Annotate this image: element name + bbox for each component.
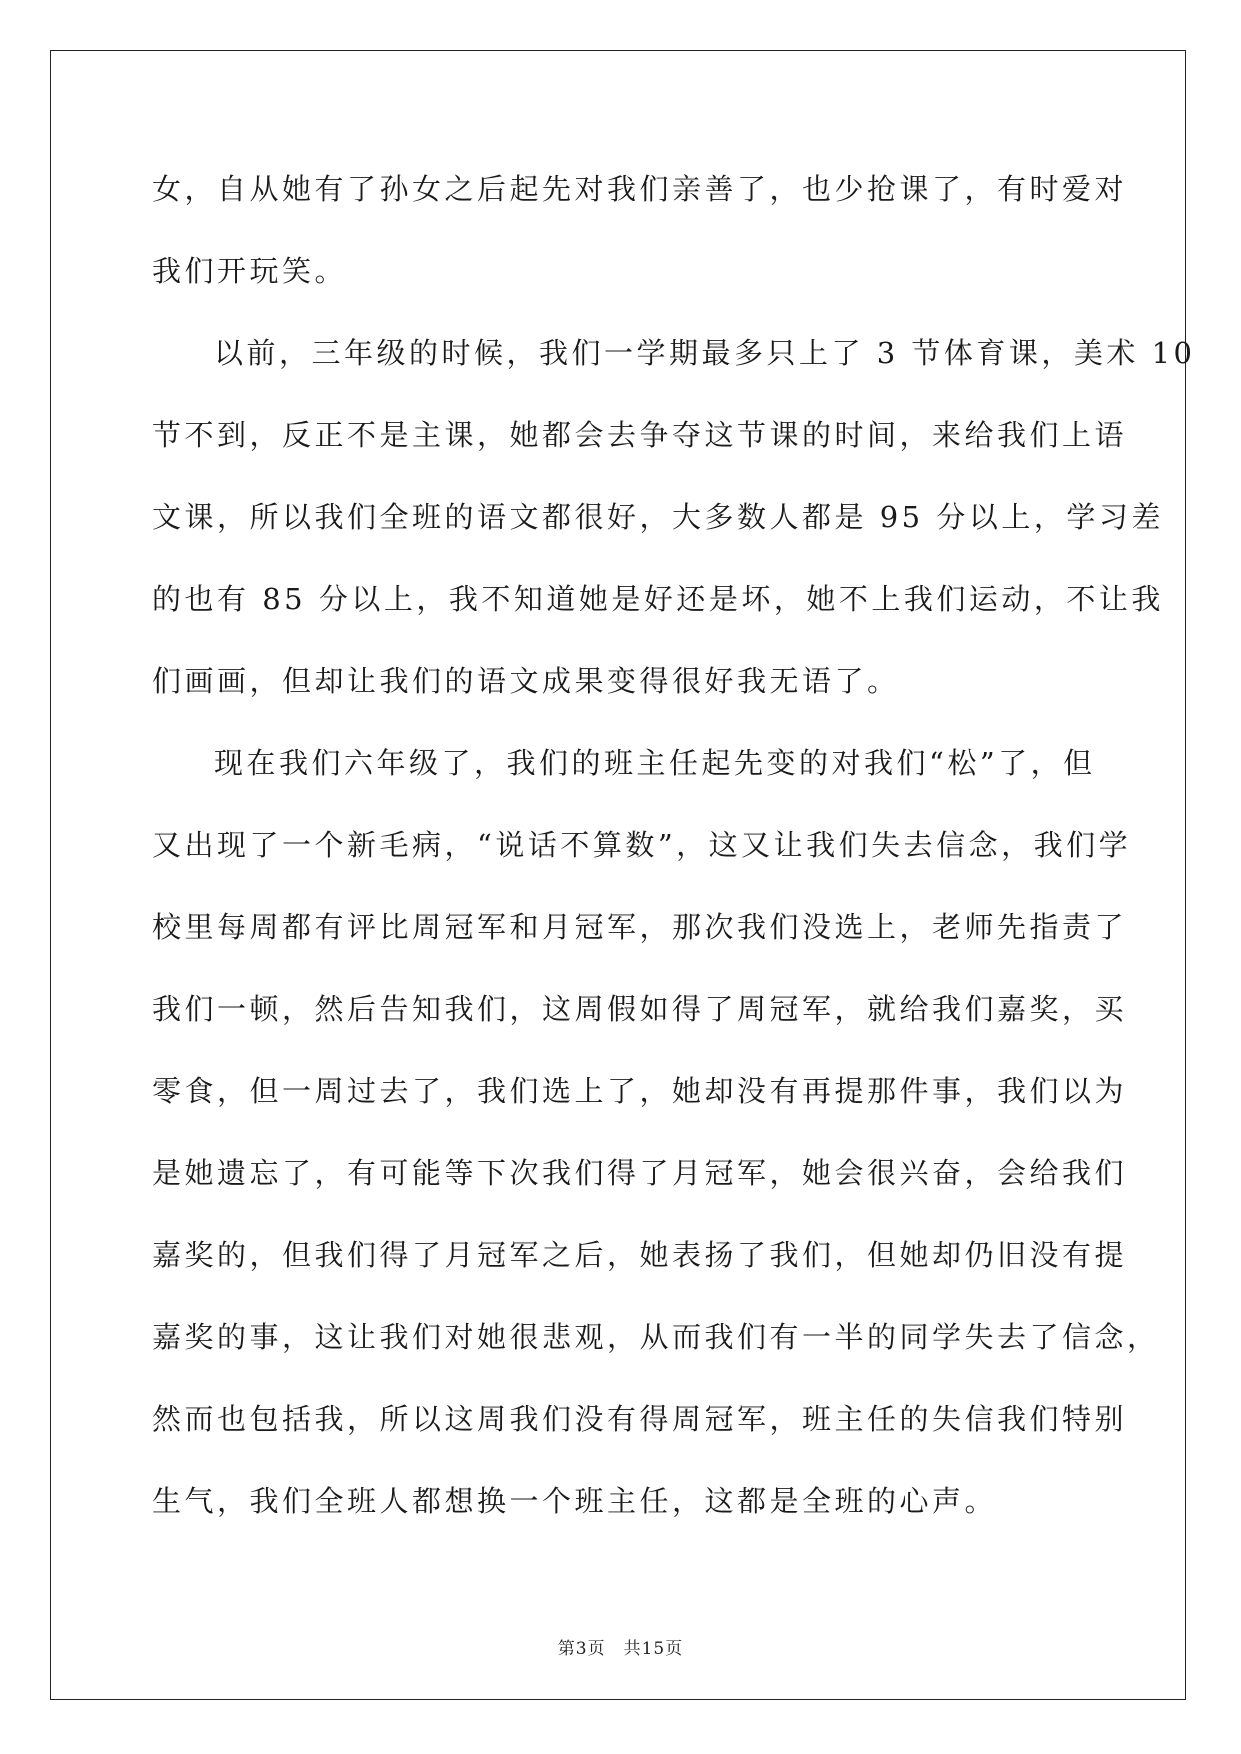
document-body — [152, 162, 1196, 1556]
text-line: 是她遗忘了，有可能等下次我们得了月冠军，她会很兴奋，会给我们 — [152, 1156, 1128, 1190]
text-line: 嘉奖的，但我们得了月冠军之后，她表扬了我们，但她却仍旧没有提 — [152, 1238, 1128, 1272]
page-footer — [0, 1634, 1241, 1659]
page-number: 第3页 — [557, 1639, 606, 1659]
text-line: 节不到，反正不是主课，她都会去争夺这节课的时间，来给我们上语 — [152, 418, 1128, 452]
page-total: 共15页 — [623, 1639, 684, 1659]
text-line: 嘉奖的事，这让我们对她很悲观，从而我们有一半的同学失去了信念， — [152, 1320, 1160, 1354]
text-line: 文课，所以我们全班的语文都很好，大多数人都是 95 分以上，学习差 — [152, 500, 1164, 534]
text-line: 然而也包括我，所以这周我们没有得周冠军，班主任的失信我们特别 — [152, 1402, 1128, 1436]
text-line: 的也有 85 分以上，我不知道她是好还是坏，她不上我们运动，不让我 — [152, 582, 1164, 616]
text-line: 校里每周都有评比周冠军和月冠军，那次我们没选上，老师先指责了 — [152, 910, 1128, 944]
text-line: 生气，我们全班人都想换一个班主任，这都是全班的心声。 — [152, 1484, 998, 1518]
text-line: 我们开玩笑。 — [152, 254, 348, 288]
text-line: 们画画，但却让我们的语文成果变得很好我无语了。 — [152, 664, 900, 698]
text-line: 我们一顿，然后告知我们，这周假如得了周冠军，就给我们嘉奖，买 — [152, 992, 1128, 1026]
text-line: 零食，但一周过去了，我们选上了，她却没有再提那件事，我们以为 — [152, 1074, 1128, 1108]
paragraph-start-line: 以前，三年级的时候，我们一学期最多只上了 3 节体育课，美术 10 — [214, 336, 1196, 370]
text-line: 又出现了一个新毛病，“说话不算数”，这又让我们失去信念，我们学 — [152, 828, 1132, 862]
text-line: 女，自从她有了孙女之后起先对我们亲善了，也少抢课了，有时爱对 — [152, 172, 1128, 206]
paragraph-start-line: 现在我们六年级了，我们的班主任起先变的对我们“松”了，但 — [214, 746, 1096, 780]
